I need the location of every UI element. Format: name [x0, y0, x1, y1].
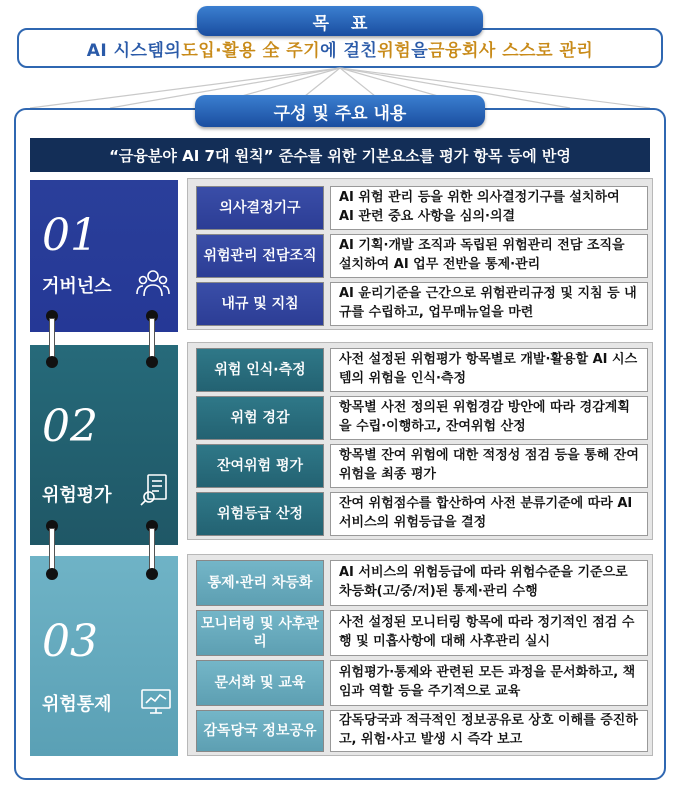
- goal-part-2: 도입·활용 全 주기: [181, 40, 321, 61]
- item-row: [196, 396, 648, 440]
- document-check-icon: [140, 473, 170, 507]
- item-row: [196, 610, 648, 656]
- goal-part-1: AI 시스템의: [86, 40, 182, 61]
- item-desc: 항목별 잔여 위험에 대한 적정성 점검 등을 통해 잔여위험을 최종 평가: [330, 444, 648, 488]
- item-desc: AI 기획·개발 조직과 독립된 위험관리 전담 조직을 설치하여 AI 업무 전반을 통제·관리: [330, 234, 648, 278]
- item-label: 문서화 및 교육: [196, 660, 324, 706]
- item-label: 감독당국 정보공유: [196, 710, 324, 752]
- category-label: 거버넌스: [42, 276, 112, 297]
- item-label: 위험 인식·측정: [196, 348, 324, 392]
- item-label: 위험등급 산정: [196, 492, 324, 536]
- item-row: [196, 186, 648, 230]
- item-row: [196, 710, 648, 752]
- item-label: 내규 및 지침: [196, 282, 324, 326]
- item-desc: AI 위험 관리 등을 위한 의사결정기구를 설치하여 AI 관련 중요 사항을 심의·의결: [330, 186, 648, 230]
- item-desc: 감독당국과 적극적인 정보공유로 상호 이해를 증진하고, 위험·사고 발생 시 즉각 보고: [330, 710, 648, 752]
- category-risk-assessment: [30, 345, 178, 545]
- goal-part-5: 을: [411, 40, 429, 61]
- item-desc: 사전 설정된 모니터링 항목에 따라 정기적인 점검 수행 및 미흡사항에 대해 사후관리 실시: [330, 610, 648, 656]
- category-number: 02: [42, 401, 98, 452]
- connector-dot: [46, 356, 58, 368]
- connector-dot: [146, 568, 158, 580]
- principles-banner: “금융분야 AI 7대 원칙” 준수를 위한 기본요소를 평가 항목 등에 반영: [30, 138, 650, 172]
- category-number: 03: [42, 616, 98, 667]
- item-row: [196, 492, 648, 536]
- item-desc: AI 윤리기준을 근간으로 위험관리규정 및 지침 등 내규를 수립하고, 업무매뉴얼을 마련: [330, 282, 648, 326]
- item-row: [196, 444, 648, 488]
- connector-dot: [46, 568, 58, 580]
- category-label: 위험통제: [42, 694, 112, 715]
- item-row: [196, 348, 648, 392]
- goal-pill: 목표: [197, 6, 483, 36]
- item-desc: 잔여 위험점수를 합산하여 사전 분류기준에 따라 AI 서비스의 위험등급을 결정: [330, 492, 648, 536]
- item-label: 의사결정기구: [196, 186, 324, 230]
- item-desc: 사전 설정된 위험평가 항목별로 개발·활용할 AI 시스템의 위험을 인식·측정: [330, 348, 648, 392]
- item-desc: 항목별 사전 정의된 위험경감 방안에 따라 경감계획을 수립·이행하고, 잔여위험 산정: [330, 396, 648, 440]
- item-label: 위험관리 전담조직: [196, 234, 324, 278]
- people-group-icon: [136, 266, 170, 300]
- item-label: 모니터링 및 사후관리: [196, 610, 324, 656]
- goal-part-3: 에 걸친: [320, 40, 378, 61]
- category-label: 위험평가: [42, 485, 112, 506]
- item-desc: 위험평가·통제와 관련된 모든 과정을 문서화하고, 책임과 역할 등을 주기적으로 교육: [330, 660, 648, 706]
- item-label: 위험 경감: [196, 396, 324, 440]
- item-row: [196, 282, 648, 326]
- item-row: [196, 660, 648, 706]
- goal-part-6: 금융회사 스스로 관리: [428, 40, 594, 61]
- goal-part-4: 위험: [377, 40, 412, 61]
- item-desc: AI 서비스의 위험등급에 따라 위험수준을 기준으로 차등화(고/중/저)된 통제·관리 수행: [330, 560, 648, 606]
- category-number: 01: [42, 210, 98, 261]
- connector-dot: [146, 356, 158, 368]
- composition-pill: 구성 및 주요 내용: [195, 95, 485, 127]
- monitor-chart-icon: [140, 688, 172, 716]
- item-row: [196, 560, 648, 606]
- item-label: 통제·관리 차등화: [196, 560, 324, 606]
- category-risk-control: [30, 556, 178, 756]
- item-label: 잔여위험 평가: [196, 444, 324, 488]
- item-row: [196, 234, 648, 278]
